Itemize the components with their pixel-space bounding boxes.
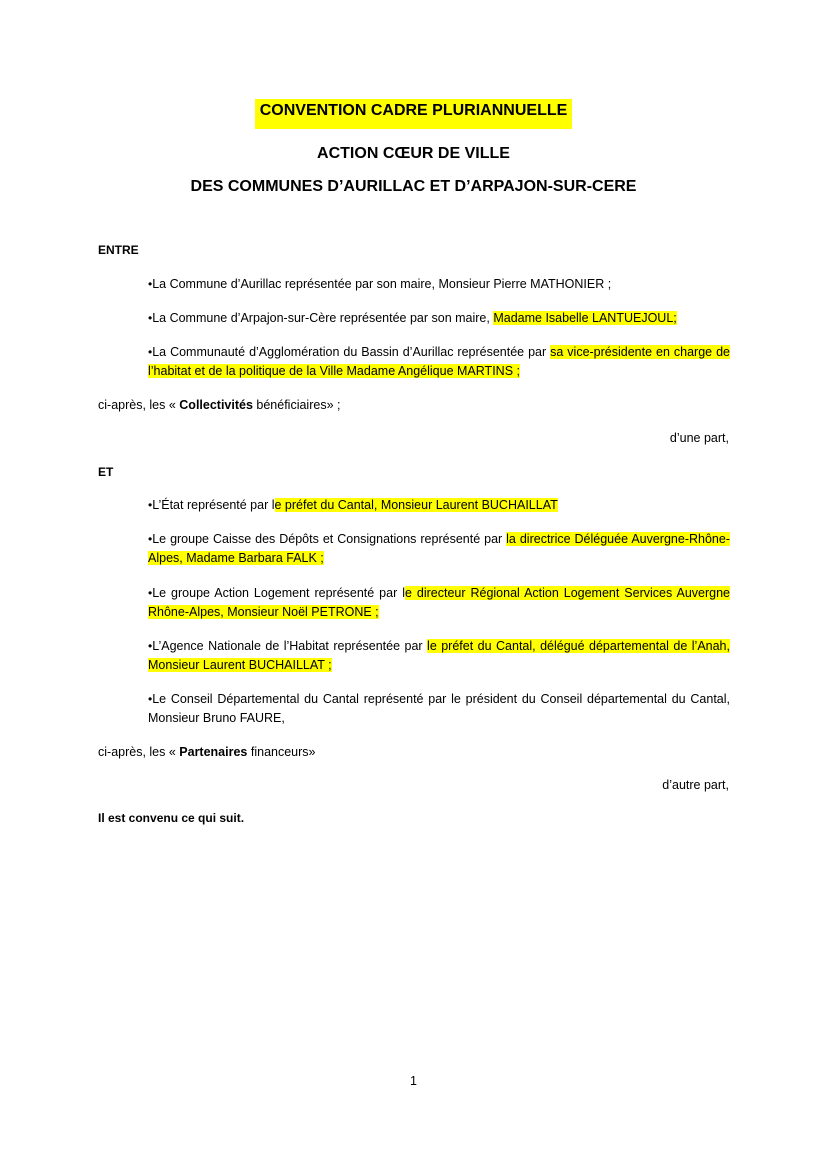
- entre-item-2: [148, 309, 730, 328]
- partenaires-bold: Partenaires: [179, 745, 248, 759]
- et-item-1-highlight: e préfet du Cantal, Monsieur Laurent BUCHAILLAT: [274, 498, 558, 512]
- bullet-icon: •: [148, 692, 153, 706]
- partenaires-line: [98, 744, 316, 760]
- title-line-1-container: [0, 99, 827, 129]
- title-line-1: CONVENTION CADRE PLURIANNUELLE: [255, 99, 573, 129]
- partenaires-post: financeurs»: [247, 745, 316, 759]
- et-item-5: [148, 690, 730, 728]
- conclusion: Il est convenu ce qui suit.: [98, 811, 245, 825]
- entre-item-1-text: La Commune d’Aurillac représentée par son maire, Monsieur Pierre MATHONIER ;: [152, 277, 612, 291]
- et-item-3: [148, 584, 730, 622]
- bullet-icon: •: [148, 311, 153, 325]
- entre-label: ENTRE: [98, 243, 139, 257]
- et-item-4-text: L’Agence Nationale de l’Habitat représentée par: [152, 639, 428, 653]
- et-item-3-highlight: e directeur Régional Action Logement Services Auvergne Rhône-Alpes, Monsieur Noël PETRONE ;: [148, 586, 730, 619]
- bullet-icon: •: [148, 498, 153, 512]
- et-item-4-highlight: le préfet du Cantal, délégué départemental de l’Anah, Monsieur Laurent BUCHAILLAT ;: [148, 639, 730, 672]
- et-item-2: [148, 530, 730, 568]
- entre-item-3-text: La Communauté d’Agglomération du Bassin d’Aurillac représentée par: [152, 345, 551, 359]
- et-item-1-text: L’État représenté par l: [152, 498, 275, 512]
- page-number: 1: [410, 1074, 417, 1088]
- et-item-2-text: Le groupe Caisse des Dépôts et Consignations représenté par: [152, 532, 507, 546]
- collectivites-line: [98, 397, 340, 413]
- entre-item-2-text: La Commune d’Arpajon-sur-Cère représentée par son maire,: [152, 311, 494, 325]
- bullet-icon: •: [148, 586, 153, 600]
- entre-item-1: [148, 275, 730, 294]
- collectivites-pre: ci-après, les «: [98, 398, 180, 412]
- collectivites-bold: Collectivités: [179, 398, 253, 412]
- et-item-1: [148, 496, 730, 515]
- entre-item-3-highlight: sa vice-présidente en charge de l’habitat et de la politique de la Ville Madame Angélique MARTINS ;: [148, 345, 730, 378]
- entre-item-3: [148, 343, 730, 381]
- bullet-icon: •: [148, 532, 153, 546]
- title-line-3: DES COMMUNES D’AURILLAC ET D’ARPAJON-SUR-CERE: [190, 178, 637, 195]
- et-item-3-text: Le groupe Action Logement représenté par l: [152, 586, 405, 600]
- title-line-2: ACTION CŒUR DE VILLE: [317, 145, 510, 162]
- bullet-icon: •: [148, 639, 153, 653]
- entre-item-2-highlight: Madame Isabelle LANTUEJOUL;: [493, 311, 677, 325]
- bullet-icon: •: [148, 277, 153, 291]
- autre-part: d’autre part,: [662, 778, 729, 792]
- et-item-5-text: Le Conseil Départemental du Cantal représenté par le président du Conseil départemental du Cantal, Monsieur Bruno FAURE,: [148, 692, 730, 725]
- et-item-2-highlight: la directrice Déléguée Auvergne-Rhône-Alpes, Madame Barbara FALK ;: [148, 532, 730, 565]
- une-part: d’une part,: [669, 431, 729, 445]
- collectivites-post: bénéficiaires» ;: [252, 398, 341, 412]
- partenaires-pre: ci-après, les «: [98, 745, 180, 759]
- bullet-icon: •: [148, 345, 153, 359]
- et-item-4: [148, 637, 730, 675]
- et-label: ET: [98, 465, 114, 479]
